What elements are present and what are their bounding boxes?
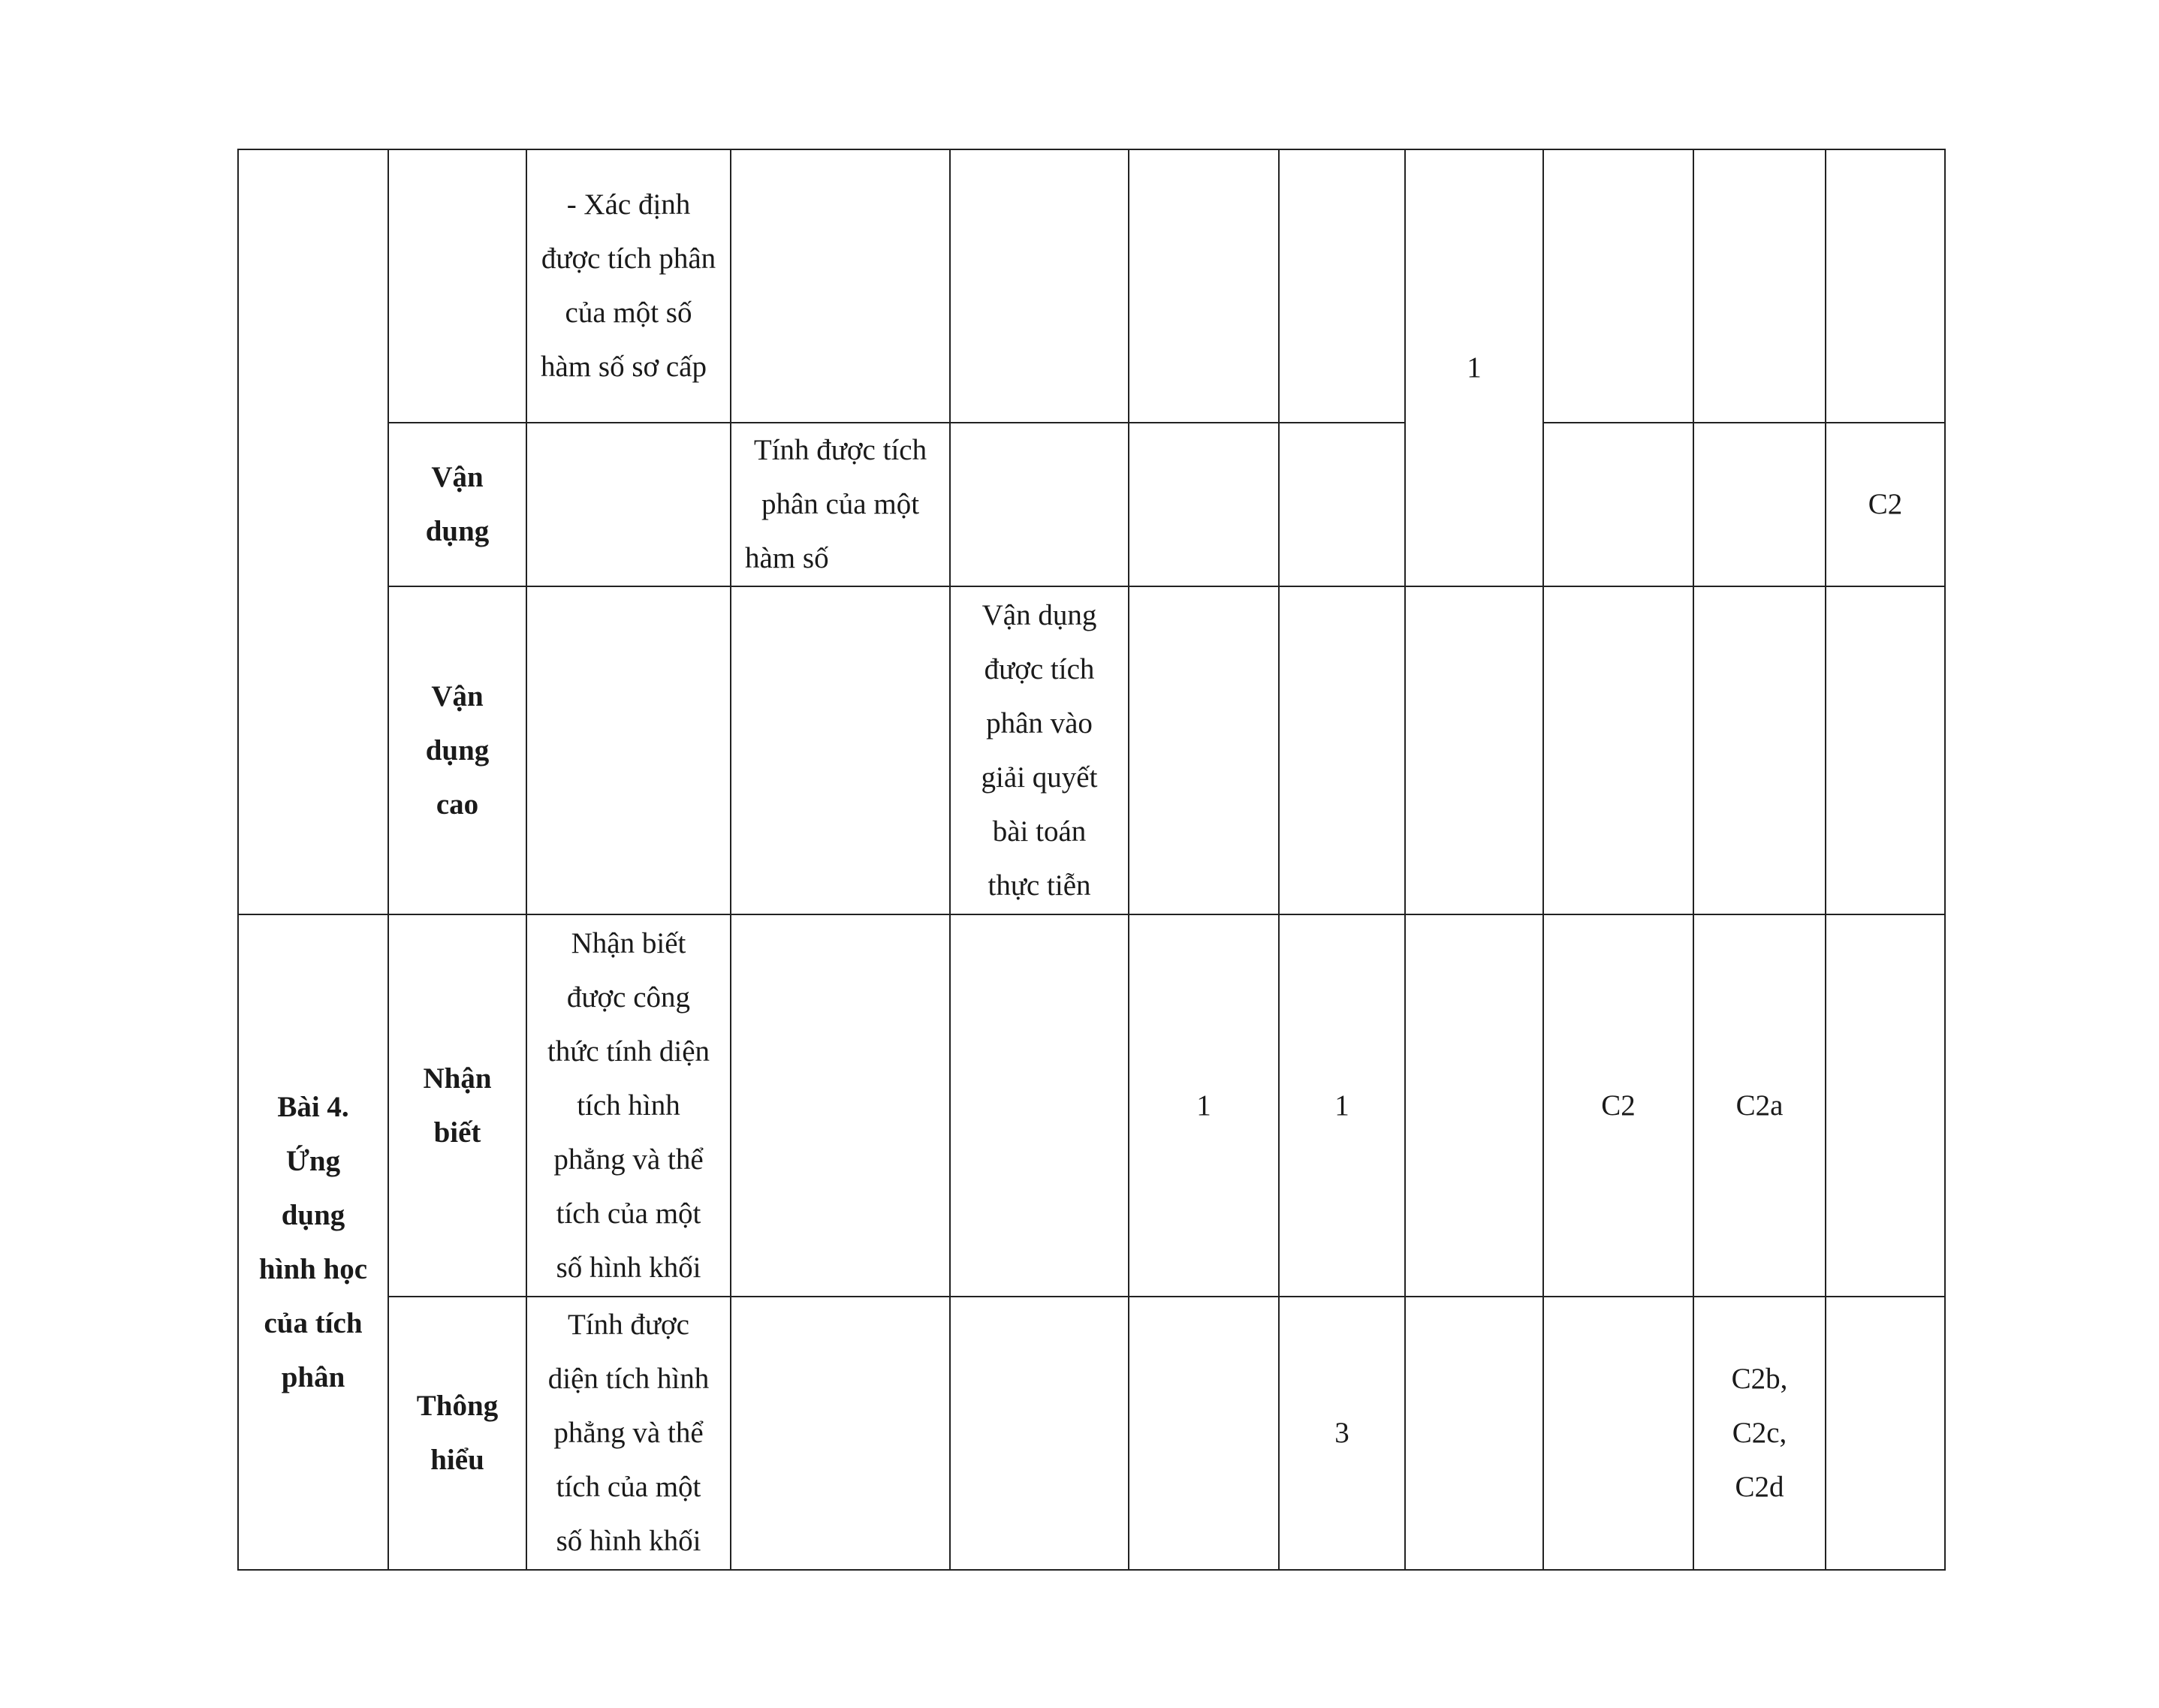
requirement-recognize-cell: Nhận biết được công thức tính diện tích hình phẳng và thể tích của một số hình khối xyxy=(526,914,731,1297)
count-cell xyxy=(1129,149,1279,423)
count-cell: 1 xyxy=(1279,914,1405,1297)
count-cell xyxy=(1129,1297,1279,1570)
requirement-understand-cell: Tính được tích phân của một hàm số xyxy=(731,423,950,586)
question-cell xyxy=(1826,586,1945,914)
count-cell xyxy=(1129,586,1279,914)
table-row xyxy=(238,1297,1945,1570)
requirement-recognize-cell: - Xác định được tích phân của một số hàm số sơ cấp xyxy=(526,149,731,423)
requirement-apply-cell xyxy=(950,149,1129,423)
question-cell: C2a xyxy=(1693,914,1826,1297)
lesson-cell-continued xyxy=(238,149,388,914)
requirement-recognize-cell xyxy=(526,423,731,586)
table-row xyxy=(238,149,1945,423)
requirement-apply-cell xyxy=(950,1297,1129,1570)
requirement-apply-cell: Vận dụng được tích phân vào giải quyết bài toán thực tiễn xyxy=(950,586,1129,914)
level-cell-van-dung: Vận dụng xyxy=(388,423,526,586)
requirement-apply-cell xyxy=(950,423,1129,586)
question-cell xyxy=(1693,149,1826,423)
count-cell xyxy=(1405,914,1543,1297)
requirement-understand-cell xyxy=(731,1297,950,1570)
question-cell: C2 xyxy=(1826,423,1945,586)
question-cell xyxy=(1826,914,1945,1297)
level-cell-van-dung-cao: Vận dụng cao xyxy=(388,586,526,914)
count-cell xyxy=(1279,423,1405,586)
question-cell xyxy=(1543,586,1693,914)
question-cell xyxy=(1543,149,1693,423)
level-cell xyxy=(388,149,526,423)
level-cell-thong-hieu: Thông hiểu xyxy=(388,1297,526,1570)
count-cell xyxy=(1405,586,1543,914)
requirement-understand-cell xyxy=(731,149,950,423)
count-cell xyxy=(1279,149,1405,423)
count-cell: 3 xyxy=(1279,1297,1405,1570)
count-cell: 1 xyxy=(1405,149,1543,586)
requirement-recognize-cell: Tính được diện tích hình phẳng và thể tích của một số hình khối xyxy=(526,1297,731,1570)
requirement-understand-cell xyxy=(731,914,950,1297)
count-cell: 1 xyxy=(1129,914,1279,1297)
requirement-understand-cell xyxy=(731,586,950,914)
question-cell xyxy=(1543,1297,1693,1570)
requirement-recognize-cell xyxy=(526,586,731,914)
table-row xyxy=(238,423,1945,586)
lesson-cell-bai-4: Bài 4. Ứng dụng hình học của tích phân xyxy=(238,914,388,1570)
question-cell: C2 xyxy=(1543,914,1693,1297)
question-cell xyxy=(1693,423,1826,586)
question-cell xyxy=(1693,586,1826,914)
count-cell xyxy=(1279,586,1405,914)
question-cell xyxy=(1826,1297,1945,1570)
table-row xyxy=(238,914,1945,1297)
count-cell xyxy=(1405,1297,1543,1570)
question-cell xyxy=(1826,149,1945,423)
requirement-apply-cell xyxy=(950,914,1129,1297)
question-cell: C2b, C2c, C2d xyxy=(1693,1297,1826,1570)
assessment-matrix-table xyxy=(237,149,1946,1571)
count-cell xyxy=(1129,423,1279,586)
question-cell xyxy=(1543,423,1693,586)
level-cell-nhan-biet: Nhận biết xyxy=(388,914,526,1297)
table-row xyxy=(238,586,1945,914)
